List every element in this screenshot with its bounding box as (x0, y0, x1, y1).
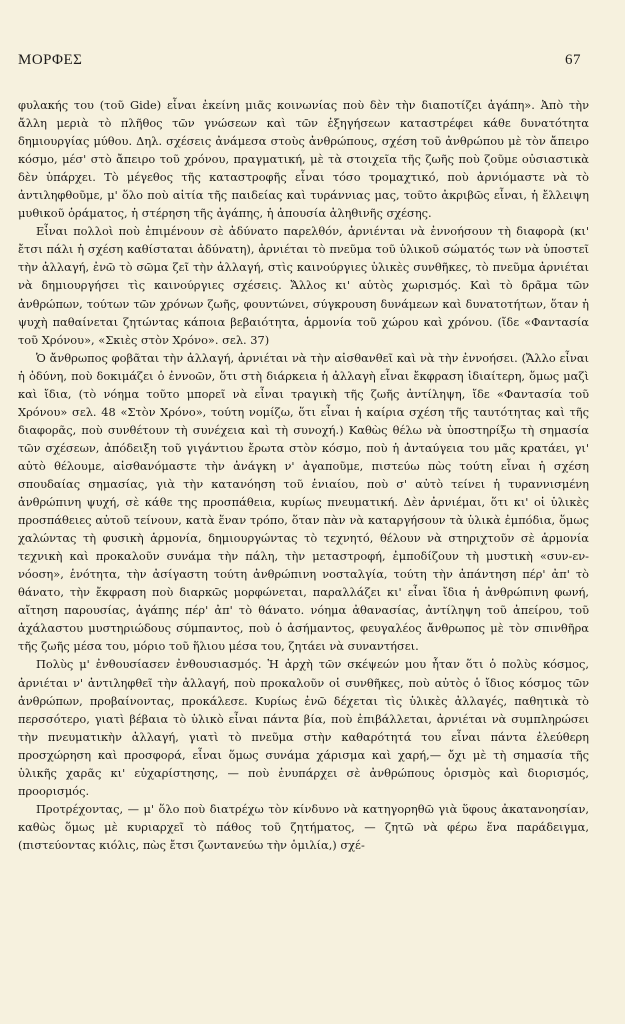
paragraph: Ὁ ἄνθρωπος φοβᾶται τὴν ἀλλαγή, ἀρνιέται νὰ τὴν αἰσθανθεῖ καὶ νὰ τὴν ἐννοήσει. (Ἄλλο εἶναι ἡ ὀδύνη, ποὺ δοκιμάζει ὁ ἐννοῶν, ὅτι στὴ διάρκεια ἡ ἀλλαγὴ εἶναι ἔκφραση ἰδιαίτερη, ὅμως μαζὶ καὶ ἴδια, (τὸ νόημα τοῦτο μπορεῖ νὰ εἶναι τραγικὴ τῆς ζωῆς ἀντίληψη, ἴδε «Φαντασία τοῦ Χρόνου» σελ. 48 «Στὸν Χρόνο», τούτη νομίζω, ὅτι εἶναι ἡ καίρια σχέση τῆς ταυτότητας καὶ τῆς διαφορᾶς, ποὺ συνθέτουν τὴ συνέχεια καὶ τὴ συνοχή.) Καθὼς θέλω νὰ ὑποστηρίξω τὴ σημασία τῶν σχέσεων, ἀπόδειξη τοῦ γιγάντιου ἔρωτα στὸν κόσμο, ποὺ ἡ ἀνταύγεια του μᾶς κρατάει, γι' αὐτὸ θέλουμε, αἰσθανόμαστε τὴν ἀνάγκη ν' ἀγαποῦμε, πιστεύω πὼς τούτη εἶναι ἡ σχέση σπουδαίας σημασίας, γιὰ τὴν κατανόηση τοῦ ἑνιαίου, ποὺ σ' αὐτὸ τείνει ἡ τυραννισμένη ἀνθρώπινη ψυχή, σὲ κάθε της προσπάθεια, κυρίως πνευματική. Δὲν ἀρνιέμαι, ὅτι κι' οἱ ὑλικὲς προσπάθειες αὐτοῦ τείνουν, κατὰ ἕναν τρόπο, ὅταν πὰν νὰ καταργήσουν τὰ ὑλικὰ ἐμπόδια, ὅμως χαλώντας τὴ φυσικὴ ἁρμονία, δημιουργώντας τὸ τεχνητό, θέλουν νὰ στηριχτοῦν σὲ ἁρμονία τεχνικὴ καὶ προκαλοῦν συνάμα τὴν πάλη, τὴν μεταστροφή, ἐμποδίζουν τὴ μυστικὴ «συν-εν-νόοση», ἑνότητα, τὴν ἀσίγαστη τούτη ἀνθρώπινη νοσταλγία, τούτη τὴν ἀπάντηση πέρ' ἀπ' τὸ θάνατο, τὴν ἔκφραση ποὺ διαρκῶς μορφώνεται, παραλλάζει κι' εἶναι ἴδια ἡ ἀνθρώπινη φωνή, αἴτηση παρουσίας, ἀγάπης πέρ' ἀπ' τὸ θάνατο. νόημα ἀθανασίας, ἀντίληψη τοῦ ἀπείρου, τοῦ ἀχάλαστου μυστηριώδους σύμπαντος, ποὺ ὁ ἀσήμαντος, φευγαλέος ἄνθρωπος μὲ τὸν σπινθῆρα τῆς ζωῆς μέσα του, μόριο τοῦ ἥλιου μέσα του, ζητάει νὰ συναντήσει. (18, 350, 589, 654)
header-title: ΜΟΡΦΕΣ (18, 52, 83, 68)
paragraph: Προτρέχοντας, — μ' ὅλο ποὺ διατρέχω τὸν κίνδυνο νὰ κατηγορηθῶ γιὰ ὕφους ἀκατανοησίαν, καθὼς ὅμως μὲ κυριαρχεῖ τὸ πάθος τοῦ ζητήματος, — ζητῶ νὰ φέρω ἕνα παράδειγμα, (πιστεύοντας κιόλις, πὼς ἔτσι ζωντανεύω τὴν ὁμιλία,) σχέ- (18, 801, 589, 852)
paragraph-continued: φυλακής του (τοῦ Gide) εἶναι ἐκείνη μιᾶς κοινωνίας ποὺ δὲν τὴν διαποτίζει ἀγάπη». Ἀπὸ τὴν ἄλλη μεριὰ τὸ πλῆθος τῶν γνώσεων καὶ τῶν ἐξηγήσεων καταστρέφει κάθε δυνατότητα δημιουργίας μύθου. Δηλ. σχέσεις ἀνάμεσα στοὺς ἀνθρώπους, σχέση τοῦ ἀνθρώπου μὲ τὸν ἄπειρο κόσμο, μέσ' στὸ ἄπειρο τοῦ χρόνου, πραγματική, μὲ τὰ στοιχεῖα τῆς ζωῆς ποὺ ζοῦμε οὐσιαστικὰ δὲν ὑπάρχει. Τὸ μέγεθος τῆς καταστροφῆς εἶναι τόσο τρομαχτικό, ποὺ ἀρνιόμαστε νὰ τὸ ἀντιληφθοῦμε, μ' ὅλο ποὺ αἰτία τῆς παιδείας καὶ τυράννιας μας, τοῦτο ἀκριβῶς εἶναι, ἡ ἔλλειψη μυθικοῦ ὁράματος, ἡ στέρηση τῆς ἀγάπης, ἡ ἀπουσία ἀληθινῆς σχέσης. (18, 98, 589, 221)
body-text (18, 96, 589, 854)
running-header (18, 52, 589, 69)
paragraph: Εἶναι πολλοὶ ποὺ ἐπιμένουν σὲ ἀδύνατο παρελθόν, ἀρνιένται νὰ ἐννοήσουν τὴ διαφορὰ (κι' ἔτσι πάλι ἡ σχέση καθίσταται ἀδύνατη), ἀρνιέται τὸ πνεῦμα τοῦ ὑλικοῦ σώματός των νὰ ὑποστεῖ τὴν ἀλλαγή, ἐνῶ τὸ σῶμα ζεῖ τὴν ἀλλαγή, στὶς καινούργιες ὑλικὲς συνθῆκες, τὸ πνεῦμα ἀρνιέται νὰ δημιουργήσει τὶς καινούργιες σχέσεις. Ἄλλος κι' αὐτὸς χωρισμός. Καὶ τὸ δρᾶμα τῶν ἀνθρώπων, τούτων τῶν χρόνων ζωῆς, φουντώνει, σύγκρουση δυνάμεων καὶ δυνατοτήτων, ὅταν ἡ ψυχὴ παθαίνεται ζητώντας κάποια βεβαιότητα, ἁρμονία τοῦ χώρου καὶ χρόνου. (ἴδε «Φαντασία τοῦ Χρόνου», «Σκιὲς στὸν Χρόνο». σελ. 37) (18, 224, 589, 347)
paragraph: Πολὺς μ' ἐνθουσίασεν ἐνθουσιασμός. Ἡ ἀρχὴ τῶν σκέψεών μου ἦταν ὅτι ὁ πολὺς κόσμος, ἀρνιέται ν' ἀντιληφθεῖ τὴν ἀλλαγή, ποὺ προκαλοῦν οἱ συνθῆκες, ποὺ αὐτὸς ὁ ἴδιος κόσμος τῶν ἀνθρώπων, προβαίνοντας, προκάλεσε. Κυρίως ἐνῶ δέχεται τὶς ὑλικὲς ἀλλαγές, παθητικὰ τὸ περσσότερο, γιατὶ βέβαια τὸ ὑλικὸ εἶναι πάντα βία, ποὺ ἐπιβάλλεται, ἀρνιέται νὰ συμπληρώσει τὴν πνευματικὴν ἀλλαγή, γιατὶ τὸ πνεῦμα στὴν καθαρότητά του εἶναι πάντα ἐλεύθερη προσχώρηση καὶ προσφορά, εἶναι ὅμως συνάμα χάρισμα καὶ χαρή,— ὄχι μὲ τὴ σημασία τῆς ὑλικῆς χαρᾶς κι' εὐχαρίστησης, — ποὺ ἐνυπάρχει σὲ ἀνθρώπους ὁρισμὸς καὶ διορισμός, προορισμός. (18, 657, 589, 798)
page-number: 67 (565, 52, 581, 68)
